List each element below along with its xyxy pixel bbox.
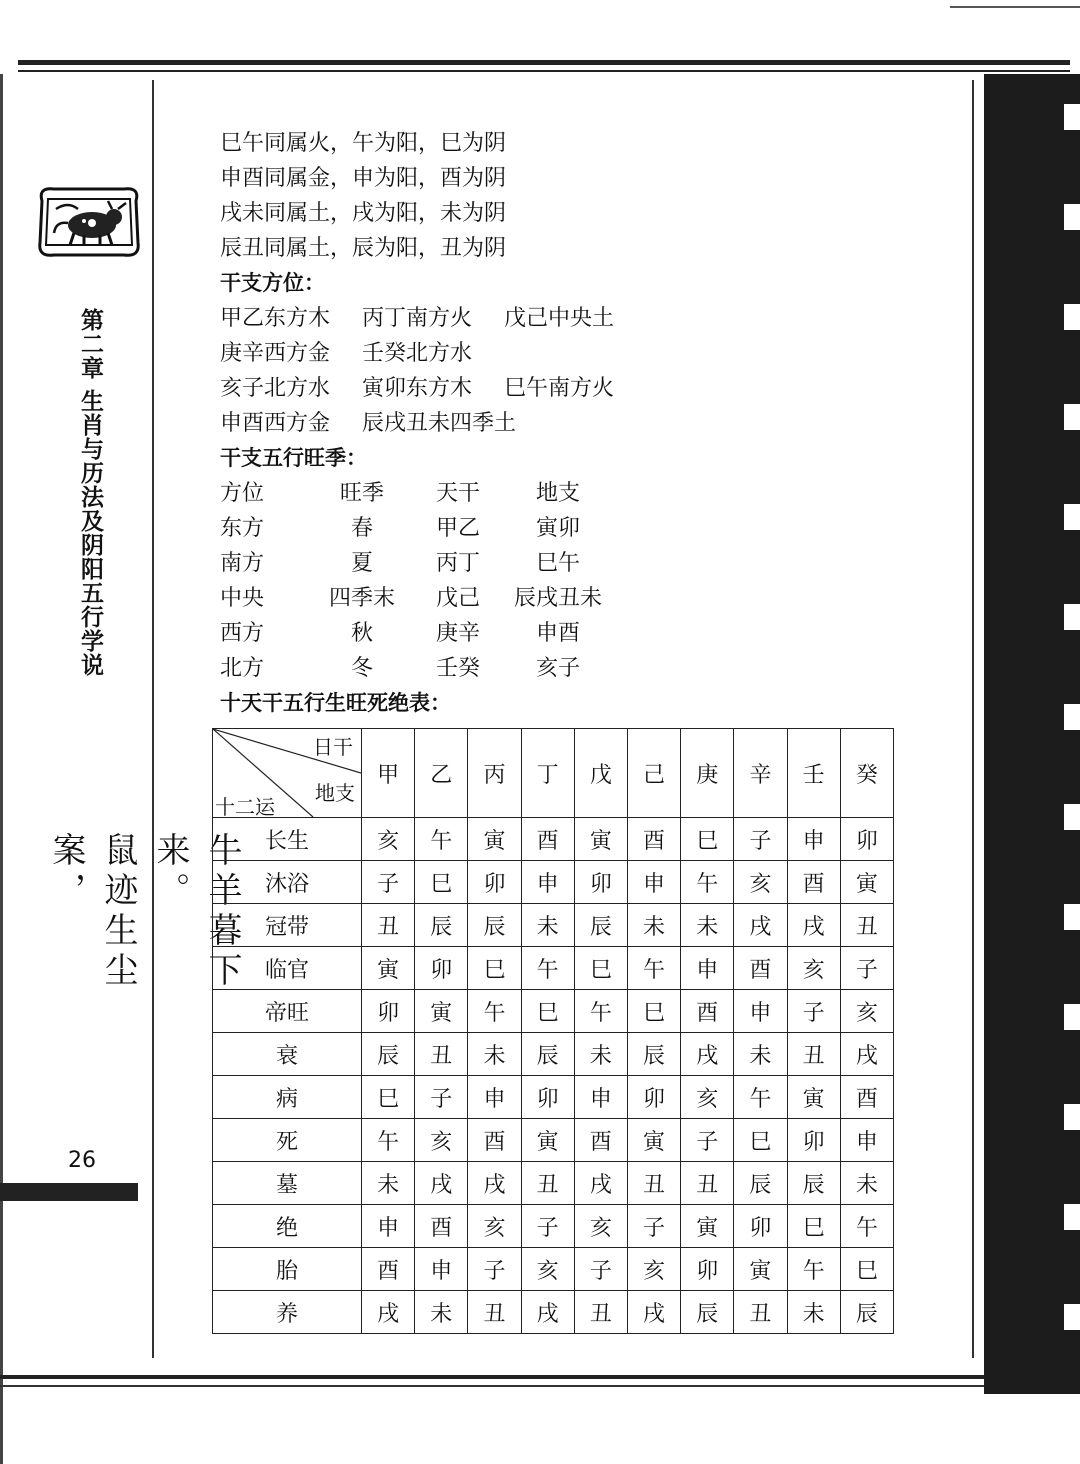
table-cell: 未 — [521, 904, 574, 947]
season-row — [220, 651, 920, 686]
table-cell: 未 — [574, 1033, 627, 1076]
table-cell: 丑 — [787, 1033, 840, 1076]
season-row — [220, 581, 920, 616]
table-cell: 卯 — [627, 1076, 680, 1119]
stems-life-cycle-table — [212, 728, 894, 1334]
table-cell: 酉 — [681, 990, 734, 1033]
table-cell: 巳 — [362, 1076, 415, 1119]
season-cell: 亥子 — [535, 656, 580, 681]
direction-row — [220, 301, 920, 336]
table-cell: 巳 — [415, 861, 468, 904]
top-rule-thin — [18, 70, 1070, 72]
table-cell: 亥 — [627, 1248, 680, 1291]
table-cell: 辰 — [840, 1291, 893, 1334]
table-row — [213, 818, 894, 861]
section-heading-directions: 干支方位： — [220, 271, 325, 295]
poem-line-1: 牛羊暮下来。 — [150, 832, 242, 992]
table-cell: 酉 — [468, 1119, 521, 1162]
table-cell: 午 — [681, 861, 734, 904]
season-cell: 冬 — [350, 656, 373, 681]
table-row — [213, 1205, 894, 1248]
text-line: 巳午同属火，午为阳，巳为阴 — [220, 131, 507, 156]
table-row — [213, 1248, 894, 1291]
direction-cell: 戊己中央土 — [504, 306, 615, 331]
table-cell: 酉 — [734, 947, 787, 990]
table-cell: 戌 — [627, 1291, 680, 1334]
table-cell: 丑 — [681, 1162, 734, 1205]
stage-label-cell: 墓 — [213, 1162, 362, 1205]
table-cell: 酉 — [840, 1076, 893, 1119]
season-cell: 辰戌丑未 — [513, 586, 602, 611]
table-cell: 寅 — [415, 990, 468, 1033]
table-cell: 子 — [362, 861, 415, 904]
table-cell: 卯 — [681, 1248, 734, 1291]
table-cell: 巳 — [734, 1119, 787, 1162]
table-cell: 巳 — [840, 1248, 893, 1291]
table-cell: 酉 — [627, 818, 680, 861]
poem-line-2: 鼠迹生尘案， — [46, 832, 138, 992]
table-cell: 未 — [840, 1162, 893, 1205]
season-cell: 四季末 — [328, 586, 395, 611]
table-cell: 亥 — [840, 990, 893, 1033]
table-corner-cell — [213, 729, 362, 818]
chapter-title: 第二章 生肖与历法及阴阳五行学说 — [77, 308, 103, 678]
table-cell: 辰 — [362, 1033, 415, 1076]
table-cell: 辰 — [415, 904, 468, 947]
season-cell: 秋 — [350, 621, 373, 646]
table-cell: 巳 — [681, 818, 734, 861]
table-header-row — [213, 729, 894, 818]
table-cell: 未 — [734, 1033, 787, 1076]
table-row — [213, 1162, 894, 1205]
season-header-row — [220, 476, 920, 511]
season-cell: 壬癸 — [435, 656, 480, 681]
table-body — [213, 818, 894, 1334]
section-heading-table: 十天干五行生旺死绝表： — [220, 691, 451, 715]
direction-cell: 巳午南方火 — [504, 376, 615, 401]
page-number: 26 — [68, 1148, 96, 1173]
table-cell: 寅 — [627, 1119, 680, 1162]
corner-label-stages: 十二运 — [215, 795, 275, 819]
table-cell: 丑 — [627, 1162, 680, 1205]
season-cell: 甲乙 — [435, 516, 480, 541]
table-cell: 辰 — [734, 1162, 787, 1205]
table-cell: 辰 — [681, 1291, 734, 1334]
table-cell: 子 — [734, 818, 787, 861]
table-cell: 子 — [415, 1076, 468, 1119]
table-cell: 亥 — [521, 1248, 574, 1291]
text-line: 辰丑同属土，辰为阳，丑为阴 — [220, 236, 507, 261]
table-cell: 寅 — [840, 861, 893, 904]
table-cell: 午 — [840, 1205, 893, 1248]
table-cell: 亥 — [415, 1119, 468, 1162]
table-row — [213, 861, 894, 904]
table-cell: 寅 — [468, 818, 521, 861]
season-cell: 戊己 — [435, 586, 480, 611]
direction-cell: 丙丁南方火 — [362, 306, 473, 331]
table-cell: 子 — [521, 1205, 574, 1248]
table-row — [213, 1076, 894, 1119]
season-header-cell: 方位 — [220, 481, 265, 506]
stage-label-cell: 临官 — [213, 947, 362, 990]
direction-cell: 甲乙东方木 — [220, 306, 331, 331]
table-cell: 巳 — [627, 990, 680, 1033]
table-cell: 亥 — [734, 861, 787, 904]
table-cell: 辰 — [627, 1033, 680, 1076]
table-cell: 戌 — [415, 1162, 468, 1205]
season-row — [220, 511, 920, 546]
table-cell: 申 — [681, 947, 734, 990]
table-cell: 戌 — [681, 1033, 734, 1076]
table-cell: 寅 — [681, 1205, 734, 1248]
bottom-rule-thin — [0, 1385, 1060, 1387]
corner-label-branches: 地支 — [315, 781, 355, 805]
table-cell: 卯 — [840, 818, 893, 861]
table-cell: 寅 — [787, 1076, 840, 1119]
table-cell: 未 — [415, 1291, 468, 1334]
table-cell: 巳 — [574, 947, 627, 990]
stage-label-cell: 养 — [213, 1291, 362, 1334]
season-row — [220, 546, 920, 581]
main-content — [220, 126, 920, 721]
table-cell: 寅 — [521, 1119, 574, 1162]
table-row — [213, 947, 894, 990]
stage-label-cell: 衰 — [213, 1033, 362, 1076]
page-number-bar — [0, 1183, 138, 1201]
table-cell: 亥 — [681, 1076, 734, 1119]
table-cell: 戌 — [840, 1033, 893, 1076]
table-cell: 巳 — [468, 947, 521, 990]
stem-header-cell: 戊 — [574, 729, 627, 818]
table-cell: 酉 — [787, 861, 840, 904]
table-cell: 子 — [468, 1248, 521, 1291]
table-cell: 戌 — [521, 1291, 574, 1334]
table-row — [213, 990, 894, 1033]
table-cell: 丑 — [521, 1162, 574, 1205]
table-cell: 午 — [362, 1119, 415, 1162]
table-cell: 卯 — [468, 861, 521, 904]
table-cell: 亥 — [362, 818, 415, 861]
stem-header-cell: 乙 — [415, 729, 468, 818]
table-cell: 卯 — [521, 1076, 574, 1119]
table-cell: 丑 — [415, 1033, 468, 1076]
direction-cell: 辰戌丑未四季土 — [362, 411, 517, 436]
table-cell: 卯 — [734, 1205, 787, 1248]
table-cell: 酉 — [521, 818, 574, 861]
stage-label-cell: 冠带 — [213, 904, 362, 947]
table-cell: 卯 — [787, 1119, 840, 1162]
table-cell: 子 — [681, 1119, 734, 1162]
table-cell: 丑 — [468, 1291, 521, 1334]
left-page-edge — [0, 74, 3, 1464]
season-cell: 庚辛 — [435, 621, 480, 646]
stage-label-cell: 长生 — [213, 818, 362, 861]
table-cell: 申 — [734, 990, 787, 1033]
table-cell: 辰 — [521, 1033, 574, 1076]
season-cell: 丙丁 — [435, 551, 480, 576]
direction-cell: 庚辛西方金 — [220, 341, 331, 366]
table-cell: 午 — [468, 990, 521, 1033]
stem-header-cell: 辛 — [734, 729, 787, 818]
table-cell: 申 — [521, 861, 574, 904]
stage-label-cell: 胎 — [213, 1248, 362, 1291]
table-cell: 申 — [415, 1248, 468, 1291]
table-row — [213, 1291, 894, 1334]
season-cell: 巳午 — [535, 551, 580, 576]
season-cell: 春 — [350, 516, 373, 541]
direction-row — [220, 336, 920, 371]
bottom-rule — [0, 1375, 1060, 1379]
stem-header-cell: 己 — [627, 729, 680, 818]
table-row — [213, 1119, 894, 1162]
season-cell: 南方 — [220, 551, 265, 576]
section-heading-seasons: 干支五行旺季： — [220, 446, 367, 470]
table-cell: 辰 — [468, 904, 521, 947]
season-cell: 夏 — [350, 551, 373, 576]
table-cell: 酉 — [574, 1119, 627, 1162]
table-cell: 戌 — [468, 1162, 521, 1205]
table-cell: 酉 — [415, 1205, 468, 1248]
season-cell: 西方 — [220, 621, 265, 646]
stem-header-cell: 甲 — [362, 729, 415, 818]
table-cell: 未 — [681, 904, 734, 947]
table-cell: 未 — [362, 1162, 415, 1205]
table-cell: 戌 — [362, 1291, 415, 1334]
table-cell: 午 — [574, 990, 627, 1033]
table-cell: 巳 — [787, 1205, 840, 1248]
stem-header-cell: 癸 — [840, 729, 893, 818]
table-cell: 子 — [627, 1205, 680, 1248]
season-cell: 寅卯 — [535, 516, 580, 541]
stage-label-cell: 沐浴 — [213, 861, 362, 904]
direction-cell: 亥子北方水 — [220, 376, 331, 401]
table-cell: 子 — [840, 947, 893, 990]
stem-header-cell: 丙 — [468, 729, 521, 818]
table-cell: 戌 — [734, 904, 787, 947]
table-cell: 申 — [362, 1205, 415, 1248]
table-cell: 申 — [574, 1076, 627, 1119]
table-cell: 寅 — [362, 947, 415, 990]
table-cell: 辰 — [787, 1162, 840, 1205]
season-header-cell: 旺季 — [339, 481, 384, 506]
season-cell: 申酉 — [535, 621, 580, 646]
season-header-cell: 天干 — [435, 481, 480, 506]
direction-cell: 寅卯东方木 — [362, 376, 473, 401]
ox-emblem-icon — [34, 183, 144, 261]
table-cell: 丑 — [574, 1291, 627, 1334]
table-cell: 辰 — [574, 904, 627, 947]
table-cell: 寅 — [734, 1248, 787, 1291]
text-line: 申酉同属金，申为阳，酉为阴 — [220, 166, 507, 191]
table-cell: 子 — [574, 1248, 627, 1291]
table-cell: 午 — [787, 1248, 840, 1291]
table-cell: 丑 — [840, 904, 893, 947]
table-row — [213, 904, 894, 947]
stem-header-cell: 庚 — [681, 729, 734, 818]
season-row — [220, 616, 920, 651]
table-cell: 卯 — [574, 861, 627, 904]
table-cell: 申 — [468, 1076, 521, 1119]
direction-cell: 申酉西方金 — [220, 411, 331, 436]
direction-row — [220, 406, 920, 441]
table-cell: 申 — [840, 1119, 893, 1162]
table-cell: 午 — [627, 947, 680, 990]
season-header-cell: 地支 — [535, 481, 580, 506]
table-row — [213, 1033, 894, 1076]
top-rule — [18, 60, 1070, 65]
table-cell: 午 — [415, 818, 468, 861]
table-cell: 子 — [787, 990, 840, 1033]
stage-label-cell: 死 — [213, 1119, 362, 1162]
table-cell: 亥 — [468, 1205, 521, 1248]
table-cell: 卯 — [362, 990, 415, 1033]
corner-label-stems: 日干 — [313, 735, 353, 759]
table-cell: 巳 — [521, 990, 574, 1033]
table-cell: 丑 — [734, 1291, 787, 1334]
table-cell: 午 — [521, 947, 574, 990]
season-cell: 中央 — [220, 586, 265, 611]
stage-label-cell: 病 — [213, 1076, 362, 1119]
table-cell: 申 — [787, 818, 840, 861]
direction-cell: 壬癸北方水 — [362, 341, 473, 366]
text-line: 戌未同属土，戌为阳，未为阴 — [220, 201, 507, 226]
table-cell: 亥 — [787, 947, 840, 990]
stage-label-cell: 绝 — [213, 1205, 362, 1248]
right-film-strip — [984, 74, 1080, 1394]
table-cell: 午 — [734, 1076, 787, 1119]
table-cell: 未 — [627, 904, 680, 947]
season-cell: 北方 — [220, 656, 265, 681]
table-cell: 未 — [787, 1291, 840, 1334]
table-cell: 卯 — [415, 947, 468, 990]
table-cell: 酉 — [362, 1248, 415, 1291]
table-cell: 戌 — [787, 904, 840, 947]
top-corner-rule — [950, 0, 1080, 8]
stage-label-cell: 帝旺 — [213, 990, 362, 1033]
table-cell: 亥 — [574, 1205, 627, 1248]
stem-header-cell: 丁 — [521, 729, 574, 818]
season-cell: 东方 — [220, 516, 265, 541]
stem-header-cell: 壬 — [787, 729, 840, 818]
table-cell: 未 — [468, 1033, 521, 1076]
table-cell: 寅 — [574, 818, 627, 861]
table-cell: 戌 — [574, 1162, 627, 1205]
table-cell: 申 — [627, 861, 680, 904]
direction-row — [220, 371, 920, 406]
table-cell: 丑 — [362, 904, 415, 947]
